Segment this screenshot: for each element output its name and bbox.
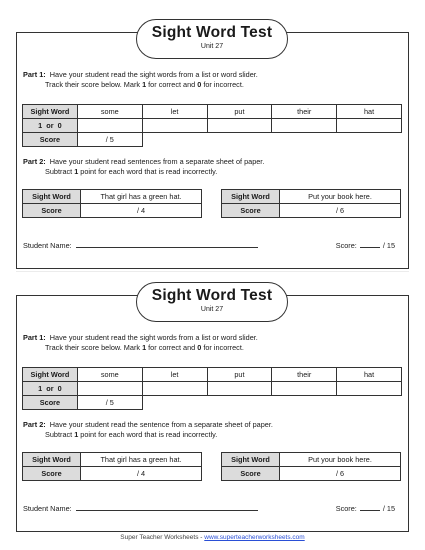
correct-incorrect-header: 1 or 0: [23, 119, 78, 133]
score-cell[interactable]: / 4: [81, 467, 202, 481]
footer-separator: -: [200, 534, 203, 541]
table-row: [222, 467, 401, 481]
sight-word-header: Sight Word: [222, 190, 280, 204]
total-score-row: [336, 503, 395, 513]
student-name-label: Student Name:: [23, 504, 72, 513]
footer-link[interactable]: www.superteacherworksheets.com: [204, 534, 305, 541]
sight-word-cell: some: [77, 105, 142, 119]
cut-divider: [16, 271, 409, 272]
part1-label: Part 1:: [23, 333, 46, 342]
table-row: [23, 467, 202, 481]
sentence-table-2: [221, 452, 401, 481]
table-row: [23, 133, 402, 147]
empty-space: [142, 396, 401, 410]
mark-cell[interactable]: [77, 119, 142, 133]
score-cell[interactable]: / 6: [280, 204, 401, 218]
student-name-row: [23, 503, 258, 513]
score-cell[interactable]: / 5: [77, 396, 142, 410]
total-score-input[interactable]: [360, 240, 380, 248]
table-row: [23, 382, 402, 396]
table-row: [23, 396, 402, 410]
part2-line1: Have your student read the sentence from a separate sheet of paper.: [49, 420, 273, 429]
test-title: Sight Word Test: [151, 24, 273, 41]
part2-instructions: [23, 157, 264, 177]
test-unit: Unit 27: [200, 306, 224, 313]
score-cell[interactable]: / 6: [280, 467, 401, 481]
table-row: [222, 190, 401, 204]
table-row: [23, 453, 202, 467]
sentence-cell: That girl has a green hat.: [81, 190, 202, 204]
part2-label: Part 2:: [23, 420, 46, 429]
table-row: [222, 204, 401, 218]
mark-cell[interactable]: [337, 382, 402, 396]
test-title-badge: [136, 282, 288, 322]
student-name-input[interactable]: [76, 240, 258, 248]
table-row: [23, 119, 402, 133]
mark-cell[interactable]: [142, 382, 207, 396]
score-header: Score: [23, 204, 81, 218]
mark-cell[interactable]: [272, 119, 337, 133]
part2-label: Part 2:: [23, 157, 46, 166]
sight-word-header: Sight Word: [23, 368, 78, 382]
mark-cell[interactable]: [142, 119, 207, 133]
table-row: [23, 190, 202, 204]
student-name-label: Student Name:: [23, 241, 72, 250]
score-header: Score: [23, 133, 78, 147]
total-score-row: [336, 240, 395, 250]
sight-word-cell: hat: [337, 105, 402, 119]
score-header: Score: [23, 467, 81, 481]
mark-cell[interactable]: [77, 382, 142, 396]
score-cell[interactable]: / 5: [77, 133, 142, 147]
sight-word-header: Sight Word: [23, 190, 81, 204]
page-footer: [0, 534, 425, 541]
part1-line2: Track their score below. Mark 1 for correct and 0 for incorrect.: [45, 343, 244, 352]
part1-line2: Track their score below. Mark 1 for correct and 0 for incorrect.: [45, 80, 244, 89]
table-row: [23, 368, 402, 382]
sight-word-cell: hat: [337, 368, 402, 382]
score-header: Score: [222, 467, 280, 481]
footer-brand: Super Teacher Worksheets: [120, 534, 199, 541]
score-cell[interactable]: / 4: [81, 204, 202, 218]
part1-instructions: [23, 333, 258, 353]
mark-cell[interactable]: [207, 119, 272, 133]
sight-word-cell: put: [207, 368, 272, 382]
table-row: [23, 105, 402, 119]
score-header: Score: [222, 204, 280, 218]
sight-word-header: Sight Word: [23, 453, 81, 467]
part1-line1: Have your student read the sight words from a list or word slider.: [49, 333, 258, 342]
correct-incorrect-header: 1 or 0: [23, 382, 78, 396]
sight-word-cell: put: [207, 105, 272, 119]
sight-word-cell: let: [142, 105, 207, 119]
sentence-table-1: [22, 452, 202, 481]
part2-instructions: [23, 420, 273, 440]
test-title-badge: [136, 19, 288, 59]
table-row: [23, 204, 202, 218]
test-frame: [16, 295, 409, 532]
sentence-cell: Put your book here.: [280, 453, 401, 467]
part1-label: Part 1:: [23, 70, 46, 79]
empty-space: [142, 133, 401, 147]
score-header: Score: [23, 396, 78, 410]
sight-word-cell: let: [142, 368, 207, 382]
sight-word-cell: their: [272, 368, 337, 382]
sight-word-cell: their: [272, 105, 337, 119]
part2-line2: Subtract 1 point for each word that is read incorrectly.: [45, 167, 218, 176]
sight-word-header: Sight Word: [222, 453, 280, 467]
sentence-table-1: [22, 189, 202, 218]
test-frame: [16, 32, 409, 269]
test-title: Sight Word Test: [151, 287, 273, 304]
sight-word-table: [22, 104, 402, 147]
sight-word-header: Sight Word: [23, 105, 78, 119]
table-row: [222, 453, 401, 467]
sentence-cell: Put your book here.: [280, 190, 401, 204]
total-score-label: Score:: [335, 504, 357, 513]
mark-cell[interactable]: [337, 119, 402, 133]
sight-word-cell: some: [77, 368, 142, 382]
part2-line1: Have your student read sentences from a separate sheet of paper.: [49, 157, 265, 166]
part1-instructions: [23, 70, 258, 90]
total-score-max: / 15: [382, 241, 395, 250]
sentence-table-2: [221, 189, 401, 218]
student-name-input[interactable]: [76, 503, 258, 511]
test-unit: Unit 27: [200, 43, 224, 50]
total-score-label: Score:: [335, 241, 357, 250]
mark-cell[interactable]: [272, 382, 337, 396]
part1-line1: Have your student read the sight words from a list or word slider.: [49, 70, 258, 79]
total-score-input[interactable]: [360, 503, 380, 511]
mark-cell[interactable]: [207, 382, 272, 396]
part2-line2: Subtract 1 point for each word that is read incorrectly.: [45, 430, 218, 439]
sight-word-table: [22, 367, 402, 410]
sentence-cell: That girl has a green hat.: [81, 453, 202, 467]
total-score-max: / 15: [382, 504, 395, 513]
student-name-row: [23, 240, 258, 250]
